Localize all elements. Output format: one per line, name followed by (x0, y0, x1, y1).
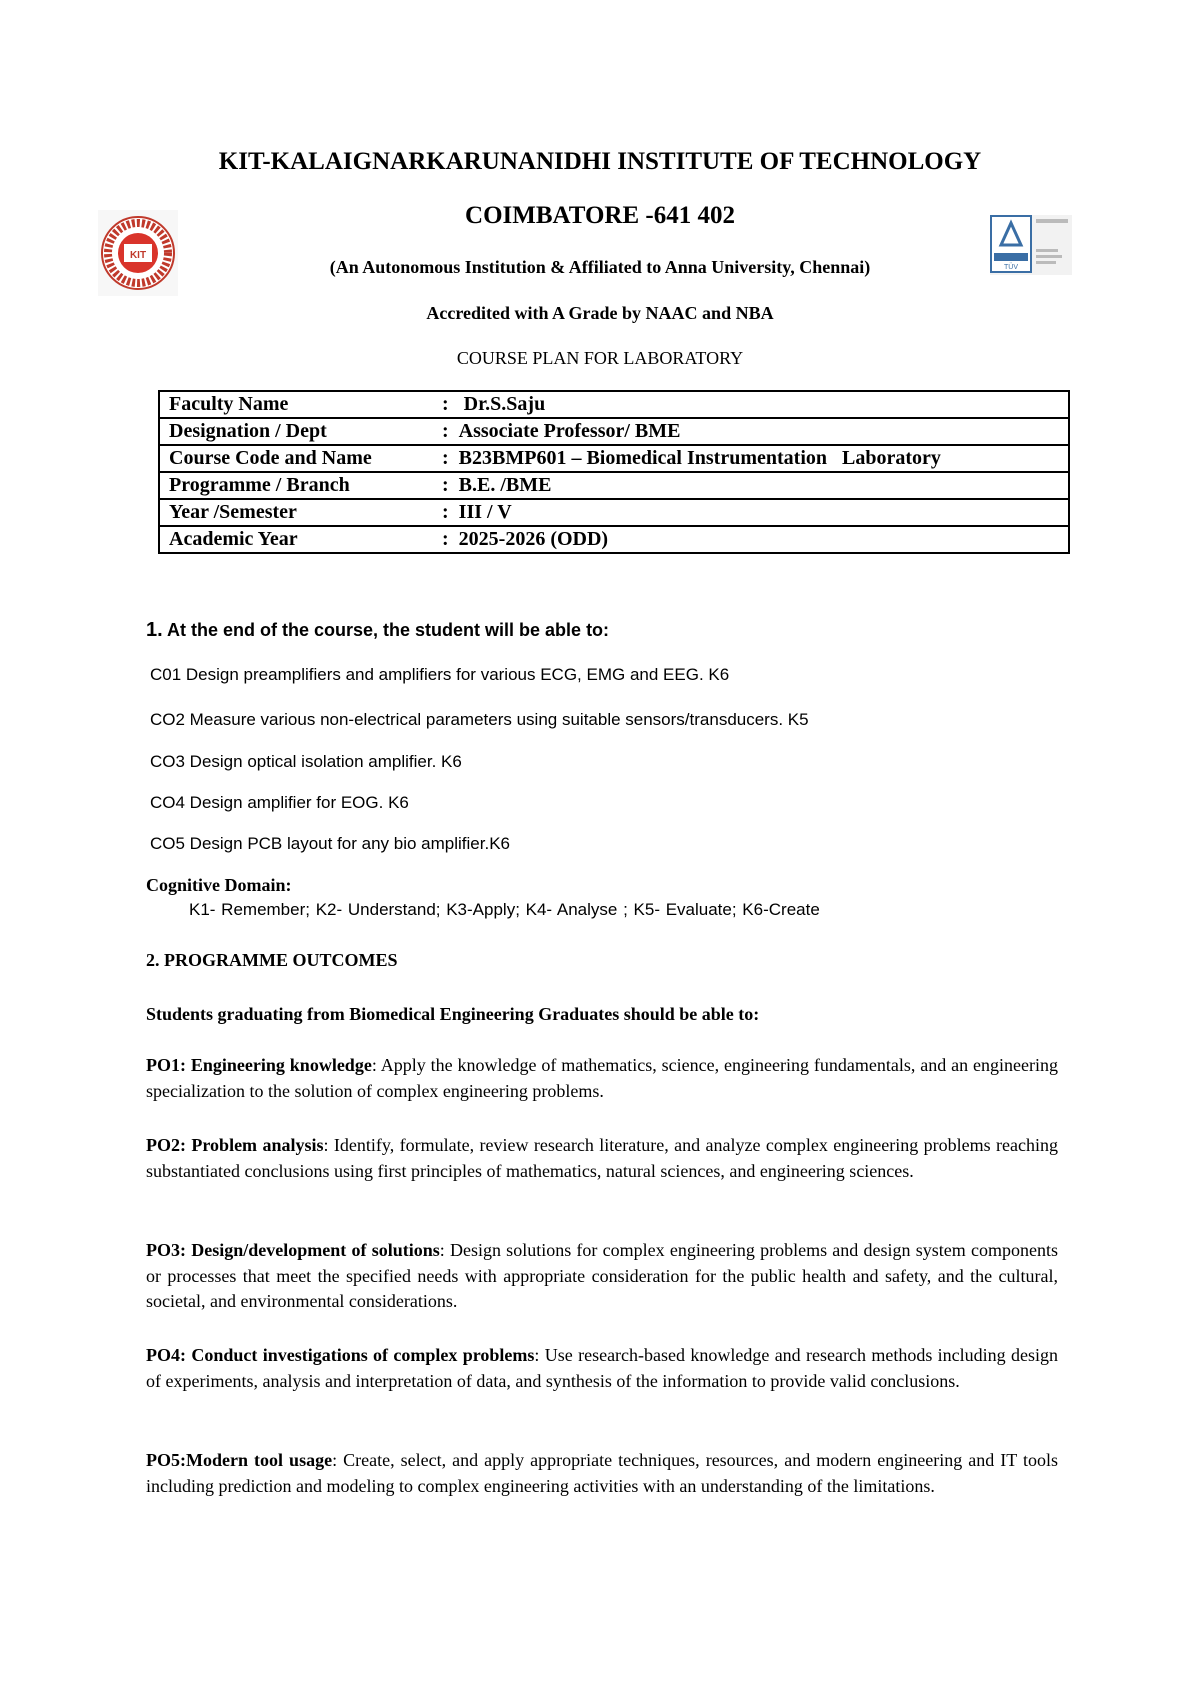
info-label: Academic Year (159, 526, 433, 553)
po-label: PO5:Modern tool usage (146, 1450, 333, 1470)
programme-outcome-2 (146, 1133, 1058, 1184)
info-value: B23BMP601 – Biomedical Instrumentation Laboratory (458, 447, 941, 469)
section1-heading (146, 619, 609, 642)
info-value-cell (433, 391, 1069, 418)
course-outcome-1: C01 Design preamplifiers and amplifiers for various ECG, EMG and EEG. K6 (150, 665, 730, 684)
institute-city: COIMBATORE -641 402 (465, 202, 735, 229)
po-text: : Apply the knowledge of mathematics, science, engineering fundamentals, and an engineering specialization to the solution of complex engineering problems. (146, 1055, 1058, 1101)
kit-logo (98, 210, 178, 296)
info-label: Designation / Dept (159, 418, 433, 445)
info-row (159, 418, 1069, 445)
course-outcome-2: CO2 Measure various non-electrical parameters using suitable sensors/transducers. K5 (150, 710, 809, 729)
info-separator: : (442, 528, 449, 550)
course-outcome-4: CO4 Design amplifier for EOG. K6 (150, 793, 409, 812)
info-value: III / V (458, 501, 512, 523)
info-label: Course Code and Name (159, 445, 433, 472)
info-value-cell (433, 445, 1069, 472)
info-separator: : (442, 501, 449, 523)
info-value: Dr.S.Saju (458, 393, 546, 415)
info-row (159, 391, 1069, 418)
info-separator: : (442, 474, 449, 496)
info-label: Faculty Name (159, 391, 433, 418)
info-value-cell (433, 526, 1069, 553)
certification-logo (990, 215, 1072, 275)
po-text: : Design solutions for complex engineering problems and design system components or processes that meet the specified needs with appropriate consideration for the public health and safety, and the cultural, societal, and environmental considerations. (146, 1240, 1058, 1311)
po-text: : Create, select, and apply appropriate techniques, resources, and modern engineering and IT tools including prediction and modeling to complex engineering activities with an understanding of the limitations. (146, 1450, 1058, 1496)
section1-number: 1. (146, 619, 163, 641)
info-separator: : (442, 420, 449, 442)
info-label: Year /Semester (159, 499, 433, 526)
cognitive-domain-levels: K1- Remember; K2- Understand; K3-Apply; K4- Analyse ; K5- Evaluate; K6-Create (189, 900, 820, 919)
section2-heading: 2. PROGRAMME OUTCOMES (146, 950, 398, 970)
info-value: 2025-2026 (ODD) (458, 528, 609, 550)
info-value: B.E. /BME (458, 474, 552, 496)
info-separator: : (442, 447, 449, 469)
info-value: Associate Professor/ BME (458, 420, 681, 442)
course-outcome-5: CO5 Design PCB layout for any bio amplifier.K6 (150, 834, 511, 853)
info-value-cell (433, 499, 1069, 526)
plan-title: COURSE PLAN FOR LABORATORY (456, 348, 744, 368)
info-row (159, 499, 1069, 526)
po-label: PO3: Design/development of solutions (146, 1240, 440, 1260)
programme-outcome-1 (146, 1053, 1058, 1104)
course-info-table (158, 390, 1070, 554)
info-value-cell (433, 472, 1069, 499)
info-row (159, 472, 1069, 499)
certification-logo-text: TÜV (1004, 264, 1018, 271)
affiliation-line: (An Autonomous Institution & Affiliated to Anna University, Chennai) (329, 257, 871, 277)
accreditation-line: Accredited with A Grade by NAAC and NBA (426, 303, 774, 323)
info-row (159, 526, 1069, 553)
po-label: PO2: Problem analysis (146, 1135, 324, 1155)
programme-outcome-3 (146, 1238, 1058, 1315)
course-outcome-3: CO3 Design optical isolation amplifier. K6 (150, 752, 462, 771)
po-label: PO1: Engineering knowledge (146, 1055, 372, 1075)
programme-outcome-5 (146, 1448, 1058, 1499)
kit-logo-text: KIT (129, 250, 147, 261)
info-separator: : (442, 393, 449, 415)
programme-outcome-4 (146, 1343, 1058, 1394)
po-text: : Identify, formulate, review research literature, and analyze complex engineering problems reaching substantiated conclusions using first principles of mathematics, natural sciences, and engineering sciences. (146, 1135, 1058, 1181)
po-text: : Use research-based knowledge and research methods including design of experiments, analysis and interpretation of data, and synthesis of the information to provide valid conclusions. (146, 1345, 1058, 1391)
info-row (159, 445, 1069, 472)
section1-heading-text: At the end of the course, the student will be able to: (162, 620, 610, 640)
info-label: Programme / Branch (159, 472, 433, 499)
programme-outcomes-intro: Students graduating from Biomedical Engineering Graduates should be able to: (146, 1004, 760, 1024)
po-label: PO4: Conduct investigations of complex problems (146, 1345, 535, 1365)
info-value-cell (433, 418, 1069, 445)
cognitive-domain-heading: Cognitive Domain: (146, 875, 292, 895)
institute-name: KIT-KALAIGNARKARUNANIDHI INSTITUTE OF TECHNOLOGY (218, 148, 982, 175)
